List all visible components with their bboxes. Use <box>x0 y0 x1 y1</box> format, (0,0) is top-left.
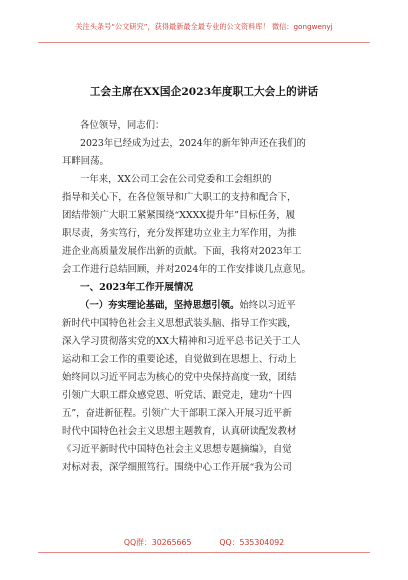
section-heading: 一、2023年工作开展情况 <box>80 282 194 293</box>
paragraph-theory <box>62 297 346 477</box>
footer-qq-group: QQ群：30265665 <box>123 538 192 547</box>
text-line: 2023年已经成为过去，2024年的新年钟声还在我们的 <box>80 138 306 149</box>
text-line: 对标对表，深学细照笃行。围绕中心工作开展“我为公司 <box>62 462 292 473</box>
salutation: 各位领导，同志们： <box>80 120 165 131</box>
text-line: 一年来，XX公司工会在公司党委和工会组织的 <box>80 174 272 185</box>
footer-contact <box>0 537 408 548</box>
document-title: 工会主席在XX国企2023年度职工大会上的讲话 <box>89 86 319 98</box>
text-line: 新时代中国特色社会主义思想武装头脑、指导工作实践， <box>62 318 297 329</box>
footer-divider <box>38 552 370 553</box>
subsection-heading: （一）夯实理论基础，坚持思想引领。 <box>80 300 240 311</box>
text-line: 深入学习贯彻落实党的XX大精神和习近平总书记关于工人 <box>62 336 301 347</box>
text-line: 职尽责，务实笃行，充分发挥建功立业主力军作用，为推 <box>62 228 297 239</box>
paragraph-intro <box>62 135 346 171</box>
text-line: 时代中国特色社会主义思想主题教育，认真研读配发教材 <box>62 426 297 437</box>
text-line: 进企业高质量发展作出新的贡献。下面，我将对2023年工 <box>62 246 302 257</box>
footer-qq: QQ：535304092 <box>219 538 285 547</box>
text-line: 耳畔回荡。 <box>62 156 109 167</box>
text-line: 会工作进行总结回顾，并对2024年的工作安排谈几点意见。 <box>62 264 311 275</box>
header-divider <box>38 42 370 43</box>
paragraph-review <box>62 171 346 279</box>
text-fragment: 始终以习近平 <box>239 300 296 311</box>
text-line: 《习近平新时代中国特色社会主义思想专题摘编》，自觉 <box>62 444 292 455</box>
text-line: 始终同以习近平同志为核心的党中央保持高度一致，团结 <box>62 372 297 383</box>
header-banner: 关注头条号“公文研究”，获得最新最全最专业的公文资料库！ 微信：gongwenyj <box>75 22 333 31</box>
text-line: 运动和工会工作的重要论述，自觉做到在思想上、行动上 <box>62 354 297 365</box>
text-line: 引领广大职工群众感党恩、听党话、跟党走，建功“十四 <box>62 390 292 401</box>
text-line: 五”，奋进新征程。引领广大干部职工深入开展习近平新 <box>62 408 292 419</box>
text-line: 团结带领广大职工紧紧围绕“XXXX提升年”目标任务，履 <box>62 210 296 221</box>
text-line <box>62 297 346 315</box>
text-line: 指导和关心下，在各位领导和广大职工的支持和配合下， <box>62 192 297 203</box>
